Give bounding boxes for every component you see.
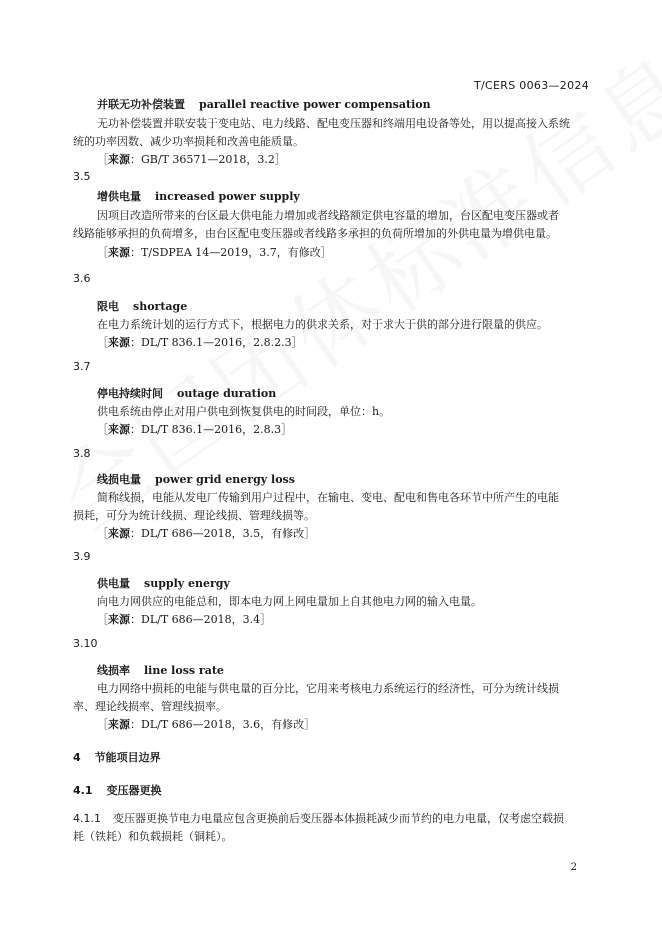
source-text: ：T/SDPEA 14—2019，3.7，有修改］	[130, 246, 332, 259]
term-number: 3.9	[73, 550, 91, 563]
section-title: 节能项目边界	[94, 751, 161, 764]
section-heading	[73, 749, 161, 765]
term-en: power grid energy loss	[155, 473, 295, 486]
term-number: 3.6	[73, 272, 91, 285]
term-title	[97, 385, 276, 401]
term-en: increased power supply	[155, 190, 300, 203]
source-text: ：DL/T 686—2018，3.4］	[130, 613, 272, 626]
term-source: ［来源：DL/T 686—2018，3.5，有修改］	[97, 527, 316, 540]
term-zh: 增供电量	[97, 190, 141, 203]
clause-text: 变压器更换节电力电量应包含更换前后变压器本体损耗减少而节约的电力电量，仅考虑空载损	[113, 812, 564, 825]
term-definition: 损耗，可分为统计线损、理论线损、管理线损等。	[73, 509, 315, 522]
source-text: ：DL/T 686—2018，3.6，有修改］	[130, 718, 316, 731]
term-definition: 简称线损，电能从发电厂传输到用户过程中，在输电、变电、配电和售电各环节中所产生的电能	[97, 491, 559, 504]
standard-code: T/CERS 0063—2024	[474, 79, 589, 92]
subsection-number: 4.1	[73, 784, 93, 797]
clause-number: 4.1.1	[73, 812, 101, 825]
term-source: ［来源：DL/T 836.1—2016，2.8.3］	[97, 423, 293, 436]
source-label: 来源	[108, 246, 130, 259]
term-definition: 线路能够承担的负荷增多，由台区配电变压器或者线路多承担的负荷所增加的外供电量为增供电量。	[73, 227, 557, 240]
source-text: ：DL/T 836.1—2016，2.8.2.3］	[130, 336, 303, 349]
term-number: 3.10	[73, 637, 98, 650]
source-label: 来源	[108, 153, 130, 166]
term-definition: 无功补偿装置并联安装于变电站、电力线路、配电变压器和终端用电设备等处，用以提高接入系统	[97, 117, 570, 130]
source-text: ：DL/T 686—2018，3.5，有修改］	[130, 527, 316, 540]
source-label: 来源	[108, 613, 130, 626]
source-text: ：GB/T 36571—2018，3.2］	[130, 153, 286, 166]
term-title	[97, 96, 431, 112]
term-source: ［来源：GB/T 36571—2018，3.2］	[97, 153, 286, 166]
term-zh: 并联无功补偿装置	[97, 98, 185, 111]
term-number: 3.5	[73, 170, 91, 183]
term-zh: 线损率	[97, 664, 130, 677]
term-definition: 电力网络中损耗的电能与供电量的百分比，它用来考核电力系统运行的经济性，可分为统计线损	[97, 682, 559, 695]
term-definition: 在电力系统计划的运行方式下，根据电力的供求关系，对于求大于供的部分进行限量的供应。	[97, 318, 548, 331]
term-definition: 因项目改造所带来的台区最大供电能力增加或者线路额定供电容量的增加，台区配电变压器或者	[97, 209, 559, 222]
term-zh: 限电	[97, 300, 119, 313]
subsection-title: 变压器更换	[106, 784, 162, 797]
clause-4-1-1	[73, 810, 564, 826]
source-label: 来源	[108, 336, 130, 349]
page-number: 2	[570, 862, 577, 873]
term-definition: 率、理论线损率、管理线损率。	[73, 700, 227, 713]
term-title	[97, 188, 300, 204]
term-definition: 统的功率因数、减少功率损耗和改善电能质量。	[73, 135, 304, 148]
section-number: 4	[73, 751, 81, 764]
term-en: outage duration	[177, 387, 277, 400]
subsection-heading	[73, 782, 162, 798]
term-definition: 供电系统由停止对用户供电到恢复供电的时间段，单位：h。	[97, 405, 391, 418]
source-label: 来源	[108, 718, 130, 731]
term-number: 3.7	[73, 360, 91, 373]
term-definition: 向电力网供应的电能总和，即本电力网上网电量加上自其他电力网的输入电量。	[97, 595, 482, 608]
term-title	[97, 662, 224, 678]
term-title	[97, 298, 187, 314]
term-zh: 线损电量	[97, 473, 141, 486]
term-zh: 停电持续时间	[97, 387, 163, 400]
term-en: parallel reactive power compensation	[199, 98, 431, 111]
term-en: line loss rate	[144, 664, 224, 677]
term-en: shortage	[133, 300, 188, 313]
term-title	[97, 471, 295, 487]
clause-text-continued: 耗（铁耗）和负载损耗（铜耗）。	[73, 830, 233, 843]
source-label: 来源	[108, 423, 130, 436]
term-source: ［来源：T/SDPEA 14—2019，3.7，有修改］	[97, 246, 332, 259]
term-source: ［来源：DL/T 836.1—2016，2.8.2.3］	[97, 336, 303, 349]
source-text: ：DL/T 836.1—2016，2.8.3］	[130, 423, 293, 436]
term-source: ［来源：DL/T 686—2018，3.4］	[97, 613, 272, 626]
term-title	[97, 575, 230, 591]
term-number: 3.8	[73, 447, 91, 460]
term-zh: 供电量	[97, 577, 130, 590]
term-source: ［来源：DL/T 686—2018，3.6，有修改］	[97, 718, 316, 731]
term-en: supply energy	[144, 577, 230, 590]
source-label: 来源	[108, 527, 130, 540]
